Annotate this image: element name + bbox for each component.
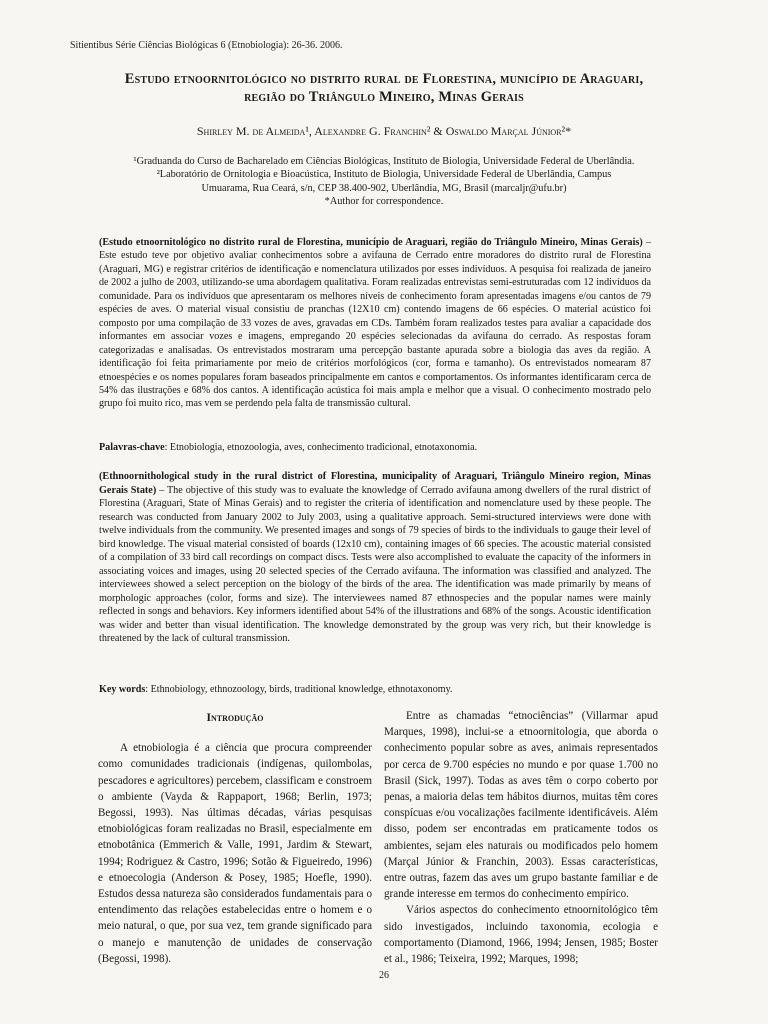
intro-paragraph-2: Entre as chamadas “etnociências” (Villarmar apud Marques, 1998), inclui-se a etnoornitologia, que aborda o conhecimento popular sobre as aves, animais representados por cerca de 9.700 espécies no mundo e por quase 1.700 no Brasil (Sick, 1997). Todas as aves têm o corpo coberto por penas, a maioria delas tem hábitos diurnos, muitas têm cores conspícuas e/ou vocalizações facilmente identificáveis. Além disso, podem ser encontradas em praticamente todos os ambientes, sejam eles naturais ou modificados pelo homem (Marçal Júnior & Franchin, 2003). Essas características, entre outras, fazem das aves um grupo bastante familiar e de grande interesse em termos do conhecimento empírico. (384, 710, 658, 901)
abstract-pt-title: (Estudo etnoornitológico no distrito rural de Florestina, município de Araguari, região do Triângulo Mineiro, Minas Gerais) (99, 237, 643, 248)
keywords-en-label: Key words (99, 684, 146, 695)
affiliations (90, 155, 678, 209)
left-column (98, 708, 372, 967)
abstract-portuguese (99, 236, 651, 411)
keywords-pt-text: : Etnobiologia, etnozoologia, aves, conhecimento tradicional, etnotaxonomia. (164, 442, 478, 453)
affiliation-2: ²Laboratório de Ornitologia e Bioacústica, Instituto de Biologia, Universidade Federal de Uberlândia, Campus (156, 169, 612, 181)
abstract-en-title: (Ethnoornithological study in the rural district of Florestina, municipality of Araguari, Triângulo Mineiro region, Minas Gerais State) (99, 471, 651, 496)
keywords-portuguese (99, 441, 651, 454)
affiliation-3: Umuarama, Rua Ceará, s/n, CEP 38.400-902, Uberlândia, MG, Brasil (marcaljr@ufu.br) (201, 182, 567, 194)
abstract-pt-body: – Este estudo teve por objetivo avaliar conhecimentos sobre a avifauna de Cerrado entre moradores do distrito rural de Florestina (Araguari, MG) e registrar critérios de identificação e nomenclatura utilizados por esses indivíduos. A pesquisa foi realizada de janeiro de 2002 a julho de 2003, utilizando-se uma abordagem qualitativa. Foram realizadas entrevistas semi-estruturadas com 12 indivíduos da comunidade. Para os indivíduos que apresentaram os melhores níveis de conhecimento foram apresentadas imagens e/ou cantos de 79 espécies de aves. O material visual consistiu de pranchas (12X10 cm) contendo imagens de 66 espécies. O material acústico foi composto por uma compilação de 33 vozes de aves, gravadas em CDs. Também foram realizados testes para avaliar a capacidade dos informantes em associar vozes e imagens, empregando 20 espécies selecionadas da avifauna do cerrado. As respostas foram categorizadas e analisadas. Os entrevistados mostraram uma percepção bastante apurada sobre a biologia das aves da região. A identificação foi feita primariamente por meio de critérios morfológicos (cor, forma e tamanho). Os entrevistados nomearam 87 etnoespécies e os nomes populares foram baseados principalmente em cantos e comportamentos. Os informantes identificaram cerca de 54% das ilustrações e 68% dos cantos. A identificação acústica foi mais ampla e melhor que a visual. O conhecimento mostrado pelo grupo foi muito rico, mas vem se perdendo pela falta de transmissão cultural. (99, 237, 651, 410)
affiliation-1: ¹Graduanda do Curso de Bacharelado em Ciências Biológicas, Instituto de Biologia, Universidade Federal de Uberlândia. (133, 156, 635, 167)
author-list: Shirley M. de Almeida¹, Alexandre G. Franchin² & Oswaldo Marçal Júnior²* (196, 124, 572, 138)
right-column (384, 708, 658, 967)
keywords-pt-label: Palavras-chave (99, 442, 165, 453)
keywords-en-text: : Ethnobiology, ethnozoology, birds, traditional knowledge, ethnotaxonomy. (145, 684, 453, 695)
title-line-2: região do Triângulo Mineiro, Minas Gerais (244, 89, 524, 105)
abstract-english (99, 470, 651, 646)
title-line-1: Estudo etnoornitológico no distrito rural de Florestina, município de Araguari, (124, 71, 644, 87)
keywords-english (99, 683, 651, 696)
intro-paragraph-1: A etnobiologia é a ciência que procura compreender como comunidades tradicionais (indígenas, quilombolas, pescadores e agricultores) percebem, classificam e constroem o ambiente (Vayda & Rappaport, 1968; Berlin, 1973; Begossi, 1993). Nas últimas décadas, várias pesquisas etnobiológicas foram realizadas no Brasil, especialmente em etnobotânica (Emmerich & Valle, 1991, Jardim & Stewart, 1994; Rodriguez & Castro, 1996; Sotão & Figueiredo, 1996) e etnoecologia (Anderson & Posey, 1985; Hoefle, 1990). Estudos dessa natureza são considerados fundamentais para o entendimento das relações estabelecidas entre o homem e o meio natural, o que, por sua vez, tem grande significado para o manejo e manutenção de unidades de conservação (Begossi, 1998). (98, 742, 372, 965)
section-title-introduction: Introdução (206, 712, 264, 724)
correspondence-note: *Author for correspondence. (324, 196, 444, 208)
journal-citation: Sitientibus Série Ciências Biológicas 6 (Etnobiologia): 26-36. 2006. (70, 40, 343, 51)
intro-paragraph-3: Vários aspectos do conhecimento etnoornitológico têm sido investigados, incluindo taxonomia, ecologia e comportamento (Diamond, 1966, 1994; Jensen, 1985; Boster et al., 1986; Teixeira, 1992; Marques, 1998; (384, 904, 658, 966)
paper-title (80, 70, 688, 106)
page-number: 26 (379, 970, 389, 981)
abstract-en-body: – The objective of this study was to evaluate the knowledge of Cerrado avifauna among dwellers of the rural district of Florestina (Araguari, State of Minas Gerais) and to register the criteria of identification and nomenclature used by these people. The research was conducted from January 2002 to July 2003, using a qualitative approach. Semi-structured interviews were done with twelve individuals from the community. We presented images and songs of 79 species of birds to the individuals to gauge their level of bird knowledge. The visual material consisted of boards (12x10 cm), containing images of 66 species. The acoustic material consisted of a compilation of 33 bird call recordings on compact discs. Tests were also accomplished to evaluate the capacity of the informers in associating voices and images, using 20 selected species of the Cerrado avifauna. The information was classified and analyzed. The interviewees showed a select perception on the biology of the birds of the area. The identification was made primarily by means of morphologic approaches (color, forms and size). The interviewees named 87 ethnospecies and the popular names were mainly reflected in songs and behaviors. Key informers identified about 54% of the illustrations and 68% of the songs. Acoustic identification was wider and better than visual identification. The knowledge demonstrated by the group was very rich, but their knowledge is threatened by the lack of cultural transmission. (99, 484, 652, 644)
